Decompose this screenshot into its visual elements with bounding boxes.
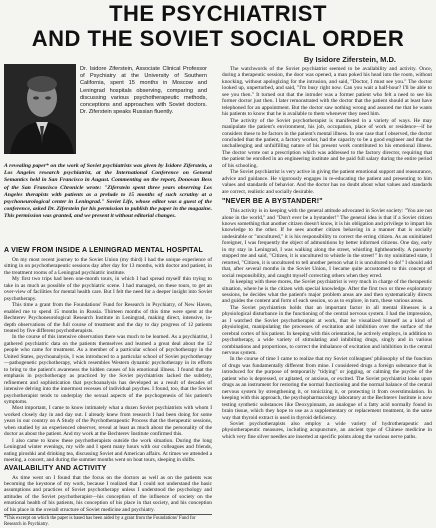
editor-introduction (4, 163, 212, 221)
article-column-right (222, 66, 432, 440)
portrait-silhouette-icon (4, 64, 76, 154)
paragraph: The Soviet psychiatrist is very active in giving the patient emotional support and reassurance, advice and guidance. He vigorously engages in re-educating the patient and presenting to him values and standards of behavior. And the doctor has no doubt about what values and standards are correct, realistic and socially desirable. (222, 169, 432, 195)
section-heading: A VIEW FROM INSIDE A LENINGRAD MENTAL HOSPITAL (4, 247, 203, 254)
paragraph: In keeping with these mores, the Soviet psychiatrist is very much in charge of the therapeutic situation, where he is the citizen with special knowledge. After the first two or three exploratory sessions, he decides what the patient's major problem areas are and then systematically directs and guides the content and form of each session, so as to explore, in turn, these various areas. (222, 279, 432, 305)
paragraph: On my most recent journey to the Soviet Union (my third) I had the unique experience of sitting in on psychotherapeutic sessions day after day for 13 months, with doctor and patient, in the treatment rooms of a Leningrad psychiatric institute. (4, 257, 212, 276)
author-bio: Dr. Isidore Ziferstein, Associate Clinical Professor of Psychiatry at the University of Southern California, spent 15 months in Moscow and Leningrad hospitals observing, comparing and discussing various psychotherapeutic methods, conceptions and approaches with Soviet doctors. Dr. Ziferstein speaks Russian fluently. (80, 66, 207, 116)
paragraph: As time went on I found that the focus on the doctors as well as on the patients was becoming the keystone of my work, because I realized that I could not understand the basic assumptions and practices of Soviet psychotherapy unless I understood the psychology and attitudes of the Soviet psychotherapist—his conception of the influence of society on the emotional health of his patients, his conception of his place in that society, and his conception of his place in the overall structure of Soviet medicine and psychiatry. (4, 474, 212, 513)
author-portrait-photo (4, 64, 76, 154)
paragraph: This time a grant from the Foundations' Fund for Research in Psychiatry, of New Haven, enabled me to spend 15 months in Russia. Thirteen months of this time were spent at the Bechterev Psychoneurological Research Institute in Leningrad, making direct, intensive, in-depth observations of the full course of treatment and the day to day progress of 12 patients treated by five different psychotherapists. (4, 302, 212, 334)
paragraph: This activity is in keeping with the general attitude advocated in Soviet society: "You are not alone in the world," and "Don't ever be a bystander!" The general idea is that if a Soviet citizen knows something that another citizen doesn't know, it is his obligation and privilege to impart his knowledge to the other. If he sees another citizen behaving in a manner that is socially undesirable or "uncultured," it is his responsibility to correct the erring citizen. As an uninitiated foreigner, I was frequently the object of admonitions by better informed citizens. One day, early in my stay in Leningrad, I was walking along the street, whistling lightheartedly. A passerby stopped me and said, "Citizen, it is uncultured to whistle in the street!" In my uninitiated state, I retorted, "Citizen, it is uncultured to tell another person what it is uncultured to do!" I should add that, after several months in the Soviet Union, I became quite accustomed to this concept of social responsibility, and caught myself correcting others when they erred. (222, 208, 432, 279)
paragraph: I also came to know these psychotherapists outside the work situation. During the long Leningrad winter evenings, my wife and I spent many hours with our colleagues and friends, eating piroshki and drinking tea, discussing Soviet and American affairs. At times we attended a meeting, a concert, and during the summer months went on boat tours, sleeping in shifts. (4, 437, 212, 464)
paragraph: The activity of the Soviet psychotherapist is manifested in a variety of ways. He may manipulate the patient's environment, his job, occupation, place of work or residence—if he considers these to be factors in the patient's mental illness. In one case that I observed, the doctor concluded that the patient, a factory worker, had the capacity to be a good engineer and that the unchallenging and unfulfilling nature of his present work contributed to his emotional illness. The doctor wrote out a prescription which was addressed to the factory director, requiring that the patient be enrolled in an engineering institute and be paid full salary during the entire period of his schooling. (222, 117, 432, 169)
paragraph: My first two trips had been one-month tours, in which I had spread myself thin trying to take in as much as possible of the psychiatric scene. I had managed, on these tours, to get an over-view of facilities for mental health care. But I felt the need for a deeper insight into Soviet psychotherapy. (4, 276, 212, 302)
article-column-left (4, 246, 212, 513)
footnote: *This excerpt on which the paper is based has been aided by a grant from the Foundations' Fund for Research in Psychiatry. (4, 514, 212, 528)
paragraph: The Soviet psychiatrists holds that an important factor in all mental illnesses is a physiological disturbance in the functioning of the central nervous system. I had the impression, as I watched the Soviet psychotherapist at work, that he visualized himself as a kind of physiologist, manipulating the processes of excitation and inhibition over the surface of the cerebral cortex of his patient. In keeping with this orientation, he actively employs, in addition to psychotherapy, a wide variety of stimulating and inhibiting drugs, singly and in various combinations and proportions, to correct the imbalance of excitation and inhibition in the central nervous system. (222, 304, 432, 357)
paragraph: In the course of time I came to realize that my Soviet colleagues' philosophy of the function of drugs was fundamentally different from mine. I considered drugs a foreign substance that is introduced for the purpose of temporarily "tidying" or jogging, or calming the psyche of the patient who is depressed, or agitated, or anxious, or excited. The Soviet psychiatrist looks upon drugs as an instrument for restoring the normal functioning and the normal balance of the central nervous system by strengthening it, or tonicizing it, or protecting it from overstimulation. In keeping with this approach, the psychopharmacology laboratory at the Bechterev Institute is now testing synthetic substances like Deoxypinnam, an analogue of a fatty acid normally found in brain tissue, which they hope to use as a supplementary or replacement treatment, in the same way that thyroid extract is used in thyroid deficiency. (222, 356, 432, 421)
byline: By Isidore Ziferstein, M.D. (303, 55, 396, 64)
section-heading: AVAILABILITY AND ACTIVITY (4, 464, 107, 472)
article-title-line-2: AND THE SOVIET SOCIAL ORDER (31, 26, 405, 51)
intro-text: A revealing paper* on the work of Soviet psychiatrists was given by Isidore Ziferstein, a Los Angeles research psychiatrist, at the International Conference on General Semantics held in San Francisco in August. Commenting on the report, Donovan Bess of the San Francisco Chronicle wrote: "Ziferstein spent three years observing Los Angeles therapists with patients as a prelude to 15 months of such scrutiny at a psychoneurological center in Leningrad." Soviet Life, whose editor was a guest of the conference, asked Dr. Ziferstein for his permission to publish the paper in the magazine. This permission was granted, and we present it without editorial changes. (4, 163, 212, 220)
paragraph: In the course of this intensive observation there was much to be learned. As a psychiatrist, I gathered psychiatric data on the patients themselves and learned a great deal about the 12 people who came for treatment. As a member of a particular school of psychotherapy in the United States, psychoanalysis, I was introduced to a particular school of Soviet psychotherapy—pathogenetic psychotherapy, which resembles Western dynamic psychotherapy in its efforts to bring to the patient's awareness the hidden causes of his emotional illness. I found that the emphasis in psychotherapy as practiced by the Soviet psychiatrists lacked the subtlety, refinement and sophistication that psychoanalysis has developed as a result of decades of intensive delving into the innermost recesses of individual psyches. I found, too, that the Soviet psychotherapist tends to underplay the sexual aspects of the psychogenesis of his patient's symptoms. (4, 334, 212, 405)
paragraph: Soviet psychotherapists also employ a wide variety of hydrotherapeutic and physiotherapeutic measures, including acupuncture, an ancient type of Chinese medicine in which very fine silver needles are inserted at specific points along the various nerve paths. (222, 421, 432, 440)
paragraph: The watchwords of the Soviet psychiatrist seemed to be availability and activity. Once, during a therapeutic session, the door was opened, a man poked his head into the room, without knocking, without apologizing for the intrusion, and said, "Doctor, I must see you." The doctor looked up, unperturbed, and said, "I'm busy right now. Can you wait a half-hour? I'll be able to see you then." It turned out that the intruder was a former patient who felt a need to see his former doctor just then. I later remonstrated with the doctor that the patient should at least have telephoned for an appointment. But the doctor saw nothing wrong and assured me that he wants his patients to know that he is available to them whenever they need him. (222, 66, 432, 118)
article-title-line-1: THE PSYCHIATRIST (109, 1, 327, 26)
section-heading: "NEVER BE A BYSTANDER!" (222, 198, 323, 206)
paragraph: Most important, I came to know intimately what a dozen Soviet psychiatrists with whom I worked closely day in and day out. I already knew from research I had been doing for some years in our country on A Study of the Psychotherapeutic Process that the therapeutic sessions, when studied by an experienced observer, reveal at least as much about the personality of the doctor as about the patient. And my work at the Bechterev Institute confirmed this. (4, 405, 212, 438)
